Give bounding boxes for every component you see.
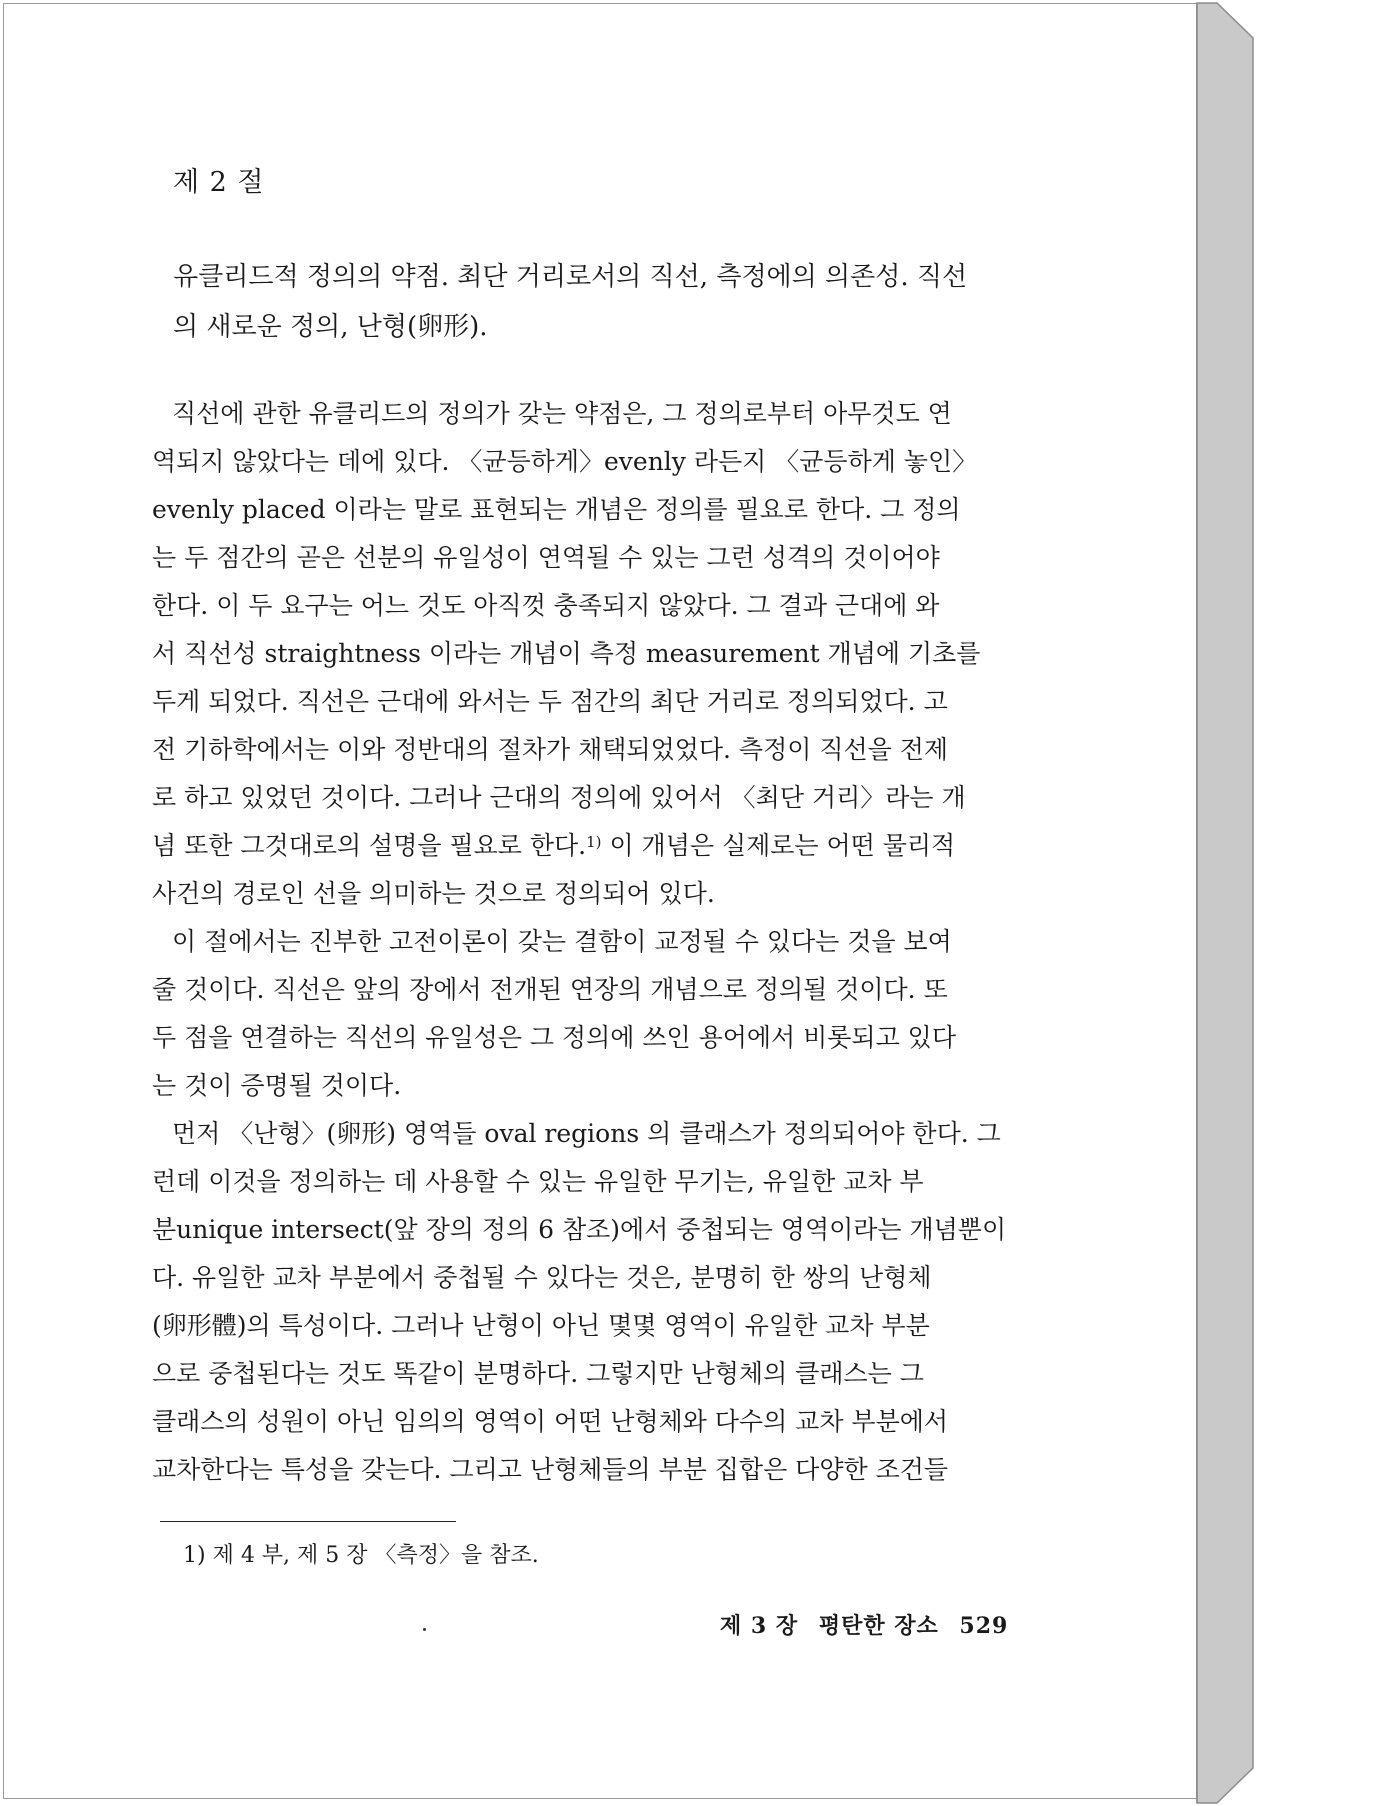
text-line: 분unique intersect(앞 장의 정의 6 참조)에서 중첩되는 영역이라는 개념뿐이 (152, 1215, 1007, 1244)
text-line: 전 기하학에서는 이와 정반대의 절차가 채택되었었다. 측정이 직선을 전제 (152, 735, 949, 764)
text-line: 교차한다는 특성을 갖는다. 그리고 난형체들의 부분 집합은 다양한 조건들 (152, 1455, 949, 1484)
body-text (152, 390, 1042, 1494)
text-line: 는 것이 증명될 것이다. (152, 1071, 402, 1100)
text-line: 먼저 〈난형〉(卵形) 영역들 oval regions 의 클래스가 정의되어야 한다. 그 (172, 1119, 1001, 1148)
footer-chapter: 제 3 장 (720, 1613, 799, 1639)
text-line: 두 점을 연결하는 직선의 유일성은 그 정의에 쓰인 용어에서 비롯되고 있다 (152, 1023, 956, 1052)
text-line: 이 절에서는 진부한 고전이론이 갖는 결함이 교정될 수 있다는 것을 보여 (172, 927, 952, 956)
footnote-divider (160, 1521, 456, 1522)
summary-line: 의 새로운 정의, 난형(卵形). (173, 312, 488, 342)
text-line: 클래스의 성원이 아닌 임의의 영역이 어떤 난형체와 다수의 교차 부분에서 (152, 1407, 949, 1436)
text-line: 는 두 점간의 곧은 선분의 유일성이 연역될 수 있는 그런 성격의 것이어야 (152, 543, 940, 572)
text-line-with-footnote (152, 822, 1042, 870)
section-summary (173, 252, 1043, 352)
scan-speck (423, 1628, 426, 1631)
text-line: 런데 이것을 정의하는 데 사용할 수 있는 유일한 무기는, 유일한 교차 부 (152, 1167, 924, 1196)
text-line: evenly placed 이라는 말로 표현되는 개념은 정의를 필요로 한다. 그 정의 (152, 495, 961, 524)
text-line-head: 념 또한 그것대로의 설명을 필요로 한다. (152, 831, 587, 860)
summary-line: 유클리드적 정의의 약점. 최단 거리로서의 직선, 측정에의 의존성. 직선 (173, 262, 968, 292)
text-line: 서 직선성 straightness 이라는 개념이 측정 measurement 개념에 기초를 (152, 639, 981, 668)
text-line: 한다. 이 두 요구는 어느 것도 아직껏 충족되지 않았다. 그 결과 근대에 와 (152, 591, 940, 620)
footnote-reference[interactable]: 1) (586, 833, 602, 851)
running-footer (720, 1609, 1020, 1640)
text-line: 두게 되었다. 직선은 근대에 와서는 두 점간의 최단 거리로 정의되었다. 고 (152, 687, 948, 716)
text-line: 으로 중첩된다는 것도 똑같이 분명하다. 그렇지만 난형체의 클래스는 그 (152, 1359, 924, 1388)
footer-chapter-title: 평탄한 장소 (818, 1613, 939, 1639)
text-line: 줄 것이다. 직선은 앞의 장에서 전개된 연장의 개념으로 정의될 것이다. 또 (152, 975, 948, 1004)
footnote: 1) 제 4 부, 제 5 장 〈측정〉을 참조. (183, 1543, 539, 1568)
text-line: 로 하고 있었던 것이다. 그러나 근대의 정의에 있어서 〈최단 거리〉라는 개 (152, 783, 966, 812)
text-line: 직선에 관한 유클리드의 정의가 갖는 약점은, 그 정의로부터 아무것도 연 (172, 399, 952, 428)
text-line: (卵形體)의 특성이다. 그러나 난형이 아닌 몇몇 영역이 유일한 교차 부분 (152, 1311, 930, 1340)
text-line: 다. 유일한 교차 부분에서 중첩될 수 있다는 것은, 분명히 한 쌍의 난형체 (152, 1263, 932, 1292)
text-line: 역되지 않았다는 데에 있다. 〈균등하게〉evenly 라든지 〈균등하게 놓인〉 (152, 447, 978, 476)
section-number: 제 2 절 (173, 167, 265, 198)
page-number: 529 (959, 1613, 1009, 1639)
text-line: 사건의 경로인 선을 의미하는 것으로 정의되어 있다. (152, 879, 715, 908)
text-line-tail: 이 개념은 실제로는 어떤 물리적 (601, 831, 956, 860)
